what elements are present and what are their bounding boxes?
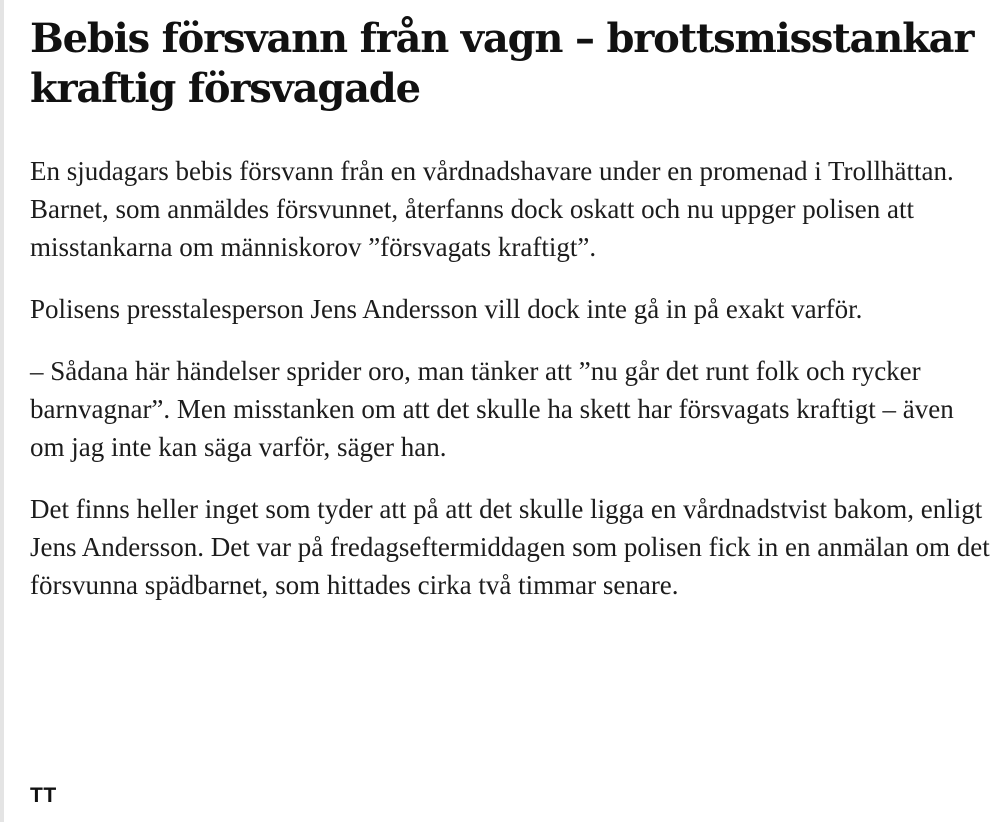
- article-paragraph-2: Polisens presstalesperson Jens Andersson vill dock inte gå in på exakt varför.: [30, 294, 863, 324]
- article-headline: Bebis försvann från vagn – brottsmisstankar kraftig försvagade: [30, 15, 974, 112]
- news-article: [30, 14, 992, 628]
- left-border: [0, 0, 4, 822]
- article-paragraph-3: – Sådana här händelser sprider oro, man tänker att ”nu går det runt folk och rycker barnvagnar”. Men misstanken om att det skulle ha skett har försvagats kraftigt – även om jag inte kan säga varför, säger han.: [30, 356, 954, 462]
- article-paragraph-4: Det finns heller inget som tyder att på att det skulle ligga en vårdnadstvist bakom, enligt Jens Andersson. Det var på fredagseftermiddagen som polisen fick in en anmälan om det försvunna spädbarnet, som hittades cirka två timmar senare.: [30, 494, 990, 600]
- article-byline: TT: [30, 784, 57, 807]
- article-paragraph-1: En sjudagars bebis försvann från en vårdnadshavare under en promenad i Trollhättan. Barnet, som anmäldes försvunnet, återfanns dock oskatt och nu uppger polisen att misstankarna om människorov ”försvagats kraftigt”.: [30, 156, 954, 262]
- article-body: [30, 152, 992, 604]
